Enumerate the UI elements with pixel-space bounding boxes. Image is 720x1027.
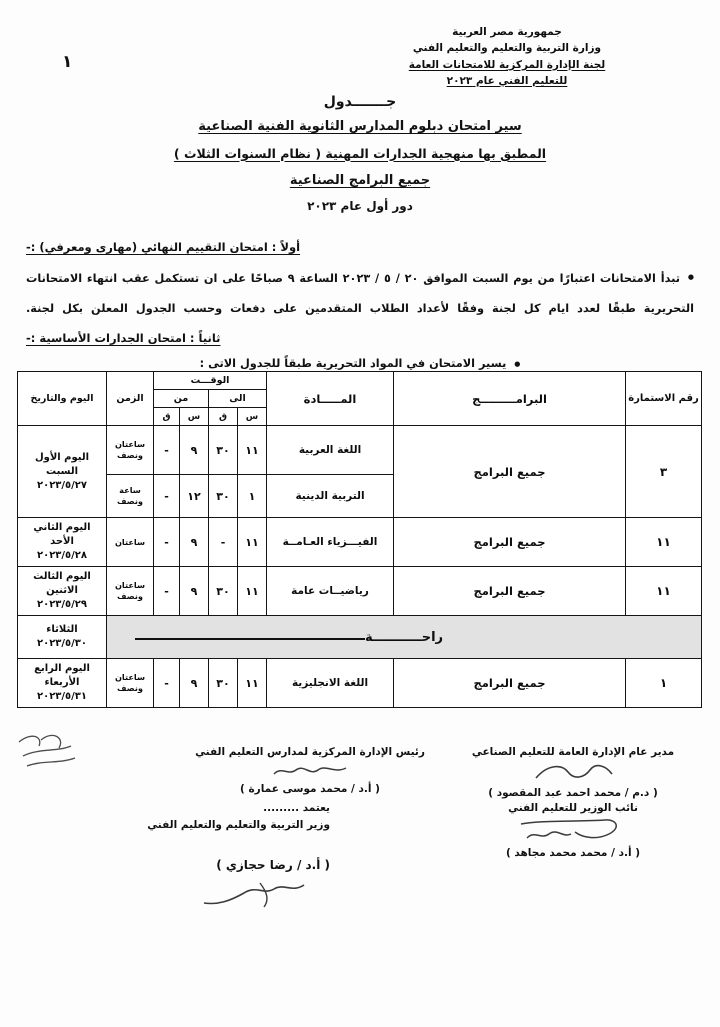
deputy-name: ( أ.د / محمد محمد مجاهد ): [505, 846, 641, 859]
cell-weekday: الأحد: [50, 536, 74, 547]
section-two-bullet-wrap: [26, 352, 694, 371]
title-line-2: المطبق بها منهجية الجدارات المهنية ( نظام السنوات الثلاث ): [173, 145, 547, 161]
cell-day-date: [18, 426, 107, 518]
title-line-1: سير امتحان دبلوم المدارس الثانوية الفنية الصناعية: [198, 119, 522, 134]
cell-duration: ساعتان ونصف: [107, 567, 154, 616]
section-two-heading: ثانياً : امتحان الجدارات الأساسية :-: [26, 331, 221, 345]
cell-day-date: [18, 616, 107, 659]
central-head-role: رئيس الإدارة المركزية لمدارس التعليم الفني: [195, 746, 425, 758]
signature-scribble-icon: [268, 762, 352, 780]
signature-scribble-icon: [513, 818, 633, 844]
th-programs: البرامـــــــــج: [394, 372, 626, 426]
central-head-name: ( أ.د / محمد موسى عمارة ): [240, 782, 380, 795]
page-title: جـــــــدول: [323, 94, 397, 110]
cell-programs: جميع البرامج: [394, 426, 626, 518]
table-header: [18, 372, 702, 426]
signature-director: [448, 744, 698, 802]
cell-from-minute: -: [154, 518, 180, 567]
cell-programs: جميع البرامج: [394, 659, 626, 708]
title-subtitle: دور أول عام ٢٠٢٣: [307, 198, 413, 213]
cell-date: ٢٠٢٣/٥/٣١: [36, 691, 88, 702]
th-duration: الزمن: [107, 372, 154, 426]
cell-from-hour: ٩: [180, 426, 209, 475]
cell-from-minute: -: [154, 475, 180, 518]
th-to-hour: س: [238, 408, 267, 426]
cell-subject: الفيـــزياء العـامــة: [267, 518, 394, 567]
table-row: [18, 659, 702, 708]
cell-subject: رياضيــات عامة: [267, 567, 394, 616]
section-one-heading: أولاً : امتحان التقييم النهائي (مهارى ومعرفي) :-: [26, 240, 301, 254]
title-line-3: جميع البرامج الصناعية: [289, 173, 431, 189]
cell-duration: ساعة ونصف: [107, 475, 154, 518]
cell-to-hour: ١١: [238, 567, 267, 616]
cell-weekday: الثلاثاء: [46, 623, 78, 635]
written-exam-note: ● يسير الامتحان في المواد التحريرية طبقاً للجدول الاتى :: [200, 357, 521, 370]
rest-day-label: راحـــــــــــة: [364, 629, 444, 645]
cell-from-minute: -: [154, 567, 180, 616]
handwritten-annotation-icon: [6, 726, 98, 776]
cell-form-number: ٣: [626, 426, 702, 518]
exam-schedule-table: [17, 371, 702, 708]
table-body: [18, 426, 702, 708]
cell-to-hour: ١: [238, 475, 267, 518]
page-number: ١: [62, 52, 73, 72]
cell-from-hour: ٩: [180, 659, 209, 708]
cell-from-hour: ٩: [180, 518, 209, 567]
document-title-block: [0, 94, 720, 213]
section-one-bullet-line-1: [26, 268, 694, 291]
cell-subject: التربية الدينية: [267, 475, 394, 518]
table-row-rest-day: [18, 616, 702, 659]
exam-schedule-table-wrapper: [18, 371, 702, 708]
th-time-to: الى: [209, 390, 267, 408]
letterhead-line-3: لجنة الإدارة المركزية للامتحانات العامة: [408, 58, 606, 71]
cell-subject: اللغة الانجليزية: [267, 659, 394, 708]
cell-to-hour: ١١: [238, 518, 267, 567]
signature-central-head: [190, 744, 430, 798]
section-two-heading-wrap: [26, 327, 694, 346]
table-row: [18, 426, 702, 475]
th-time: الوقـــت: [154, 372, 267, 390]
minister-name: ( أ.د / رضا حجازي ): [216, 857, 330, 872]
cell-duration: ساعتان ونصف: [107, 426, 154, 475]
cell-day-label: اليوم الرابع: [34, 663, 90, 674]
cell-date: ٢٠٢٣/٥/٢٩: [36, 599, 88, 610]
cell-from-hour: ٩: [180, 567, 209, 616]
cell-from-hour: ١٢: [180, 475, 209, 518]
director-name: ( د.م / محمد احمد عبد المقصود ): [488, 786, 658, 799]
table-header-row-1: [18, 372, 702, 390]
cell-day-date: [18, 659, 107, 708]
cell-to-hour: ١١: [238, 426, 267, 475]
cell-form-number: ١١: [626, 518, 702, 567]
section-one-heading-wrap: [26, 236, 694, 255]
cell-day-label: اليوم الثالث: [33, 571, 91, 582]
cell-to-minute: ٣٠: [209, 475, 238, 518]
th-form-number: رقم الاستمارة: [626, 372, 702, 426]
cell-to-minute: ٣٠: [209, 426, 238, 475]
signature-minister: [30, 800, 330, 913]
table-row: [18, 567, 702, 616]
cell-date: ٢٠٢٣/٥/٣٠: [36, 638, 88, 649]
th-day-date: اليوم والتاريخ: [18, 372, 107, 426]
cell-to-minute: -: [209, 518, 238, 567]
minister-role: وزير التربية والتعليم والتعليم الفني: [147, 818, 330, 831]
cell-to-hour: ١١: [238, 659, 267, 708]
cell-form-number: ١: [626, 659, 702, 708]
cell-duration: ساعتان ونصف: [107, 659, 154, 708]
signature-scribble-icon: [528, 762, 618, 784]
th-subject: المـــــادة: [267, 372, 394, 426]
cell-day-label: اليوم الأول: [34, 451, 90, 463]
exam-start-paragraph-line-2: التحريرية طبقًا لعدد ايام كل لجنة وفقًا لأعداد الطلاب المتقدمين على دفعات وحسب الجدول المعلن بكل لجنة.: [26, 302, 694, 315]
cell-weekday: الأربعاء: [44, 677, 80, 688]
letterhead-line-2: وزارة التربية والتعليم والتعليم الفني: [412, 42, 602, 55]
section-one-bullet-line-2: [26, 298, 694, 321]
deputy-role: نائب الوزير للتعليم الفني: [508, 802, 638, 814]
cell-duration: ساعتان: [107, 518, 154, 567]
letterhead-line-4: للتعليم الفني عام ٢٠٢٣: [446, 74, 568, 87]
table-row: [18, 518, 702, 567]
letterhead-line-1: جمهورية مصر العربية: [452, 26, 562, 38]
cell-date: ٢٠٢٣/٥/٢٧: [36, 479, 88, 491]
cell-day-date: [18, 518, 107, 567]
cell-day-label: اليوم الثاني: [33, 522, 91, 533]
cell-from-minute: -: [154, 659, 180, 708]
cell-weekday: السبت: [45, 465, 79, 477]
cell-weekday: الاثنين: [46, 585, 78, 596]
approve-label: يعتمد .........: [263, 802, 330, 814]
rest-day-cell: [107, 616, 702, 659]
letterhead: [342, 24, 672, 89]
cell-programs: جميع البرامج: [394, 518, 626, 567]
cell-subject: اللغة العربية: [267, 426, 394, 475]
cell-from-minute: -: [154, 426, 180, 475]
signature-deputy: [448, 800, 698, 862]
th-to-minute: ق: [209, 408, 238, 426]
signature-scribble-icon: [200, 879, 330, 913]
cell-day-date: [18, 567, 107, 616]
th-time-from: من: [154, 390, 209, 408]
cell-to-minute: ٣٠: [209, 659, 238, 708]
th-from-hour: س: [180, 408, 209, 426]
exam-start-paragraph-line-1: ● تبدأ الامتحانات اعتبارًا من يوم السبت الموافق ٢٠ / ٥ / ٢٠٢٣ الساعة ٩ صباحًا على ان تستكمل عقب انتهاء الامتحانات: [26, 268, 694, 291]
cell-date: ٢٠٢٣/٥/٢٨: [36, 550, 88, 561]
director-role: مدير عام الإدارة العامة للتعليم الصناعي: [471, 746, 675, 758]
cell-programs: جميع البرامج: [394, 567, 626, 616]
th-from-minute: ق: [154, 408, 180, 426]
cell-form-number: ١١: [626, 567, 702, 616]
cell-to-minute: ٣٠: [209, 567, 238, 616]
